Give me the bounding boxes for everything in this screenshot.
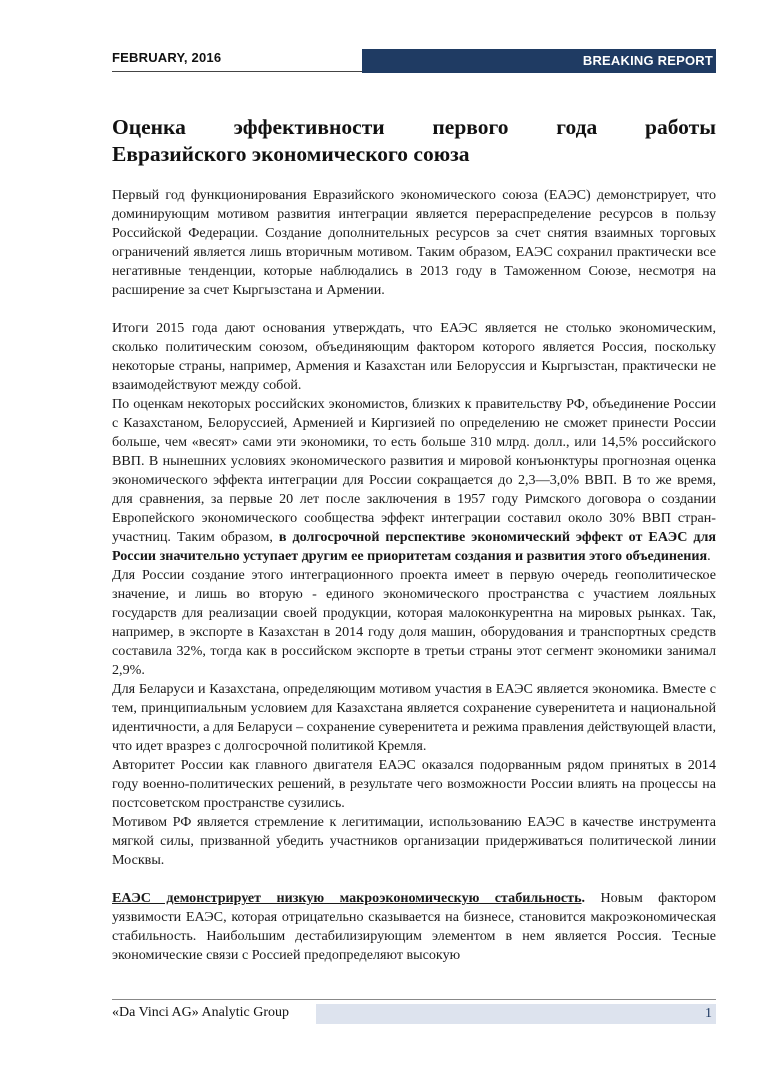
paragraph-4: Для России создание этого интеграционного проекта имеет в первую очередь геополитическое значение, и лишь во вторую - единого экономического пространства с участием лояльных государств для реализации своей продукции, которая малоконкурентна на мировых рынках. Так, например, в экспорте в Казахстан в 2014 году доля машин, оборудования и транспортных средств составила 32%, тогда как в российском экспорте в третьи страны этот сегмент экономики занимал 2,9%. [112,567,716,678]
paragraph-8-text: Новым фактором уязвимости ЕАЭС, которая отрицательно сказывается на бизнесе, становится макроэкономическая стабильность. Наибольшим дестабилизирующим элементом в нем является Россия. Тесные экономические связи с Россией предопределяют высокую [112,890,716,963]
header-rule [112,71,362,72]
report-body [112,186,716,965]
paragraph-1: Первый год функционирования Евразийского экономического союза (ЕАЭС) демонстрирует, что доминирующим мотивом развития интеграции является перераспределение ресурсов в пользу Российской Федерации. Создание дополнительных ресурсов за счет снятия взаимных торговых ограничений является лишь вторичным мотивом. Таким образом, ЕАЭС сохранил практически все негативные тенденции, которые наблюдались в 2013 году в Таможенном Союзе, несмотря на расширение за счет Кыргызстана и Армении. [112,187,716,298]
page-header [112,47,716,73]
paragraph-3-end: . [707,548,711,564]
report-title [112,114,716,168]
page-number: 1 [316,1004,716,1024]
paragraph-7: Мотивом РФ является стремление к легитимации, использованию ЕАЭС в качестве инструмента мягкой силы, призванной убедить участников организации придерживаться политической линии Москвы. [112,814,716,868]
paragraph-5: Для Беларуси и Казахстана, определяющим мотивом участия в ЕАЭС является экономика. Вместе с тем, принципиальным условием для Казахстана является сохранение суверенитета и национальной идентичности, а для Беларуси – сохранение суверенитета и режима правления действующей власти, что идет вразрез с долгосрочной политикой Кремля. [112,681,716,754]
header-badge: BREAKING REPORT [362,49,716,73]
document-page [112,0,716,1087]
report-title-line1: Оценка эффективности первого года работы [112,115,716,139]
paragraph-8 [112,889,716,965]
page-footer [112,999,716,1029]
paragraph-6: Авторитет России как главного двигателя ЕАЭС оказался подорванным рядом принятых в 2014 году военно-политических решений, в результате чего возможности России влиять на процессы на постсоветском пространстве сузились. [112,757,716,811]
paragraph-3-emphasis: в долгосрочной перспективе экономический эффект от ЕАЭС для России значительно уступает другим ее приоритетам создания и развития этого объединения [112,529,717,564]
paragraph-2: Итоги 2015 года дают основания утверждать, что ЕАЭС является не столько экономическим, сколько политическим союзом, объединяющим фактором которого является Россия, поскольку некоторые страны, например, Армения и Казахстан или Белоруссия и Кыргызстан, практически не взаимодействуют между собой. [112,320,716,393]
header-date: FEBRUARY, 2016 [112,50,222,65]
footer-company: «Da Vinci AG» Analytic Group [112,1005,289,1020]
paragraph-8-sep: . [581,890,586,906]
paragraph-3-text: По оценкам некоторых российских экономистов, близких к правительству РФ, объединение России с Казахстаном, Белоруссией, Арменией и Киргизией по определению не сможет принести России больше, чем «весят» сами эти экономики, то есть больше 310 млрд. долл., или 14,5% российского ВВП. В нынешних условиях экономического развития и мировой конъюнктуры прогнозная оценка экономического эффекта интеграции для России сокращается до 2,3—3,0% ВВП. В то же время, для сравнения, за первые 20 лет после заключения в 1957 году Римского договора о создании Европейского экономического сообщества эффект интеграции составил около 30% ВВП стран-участниц. Таким образом, [112,396,716,545]
paragraph-8-heading: ЕАЭС демонстрирует низкую макроэкономическую стабильность [112,890,582,906]
report-title-line2: Евразийского экономического союза [112,142,470,166]
paragraph-3 [112,395,716,566]
footer-rule [112,999,716,1000]
